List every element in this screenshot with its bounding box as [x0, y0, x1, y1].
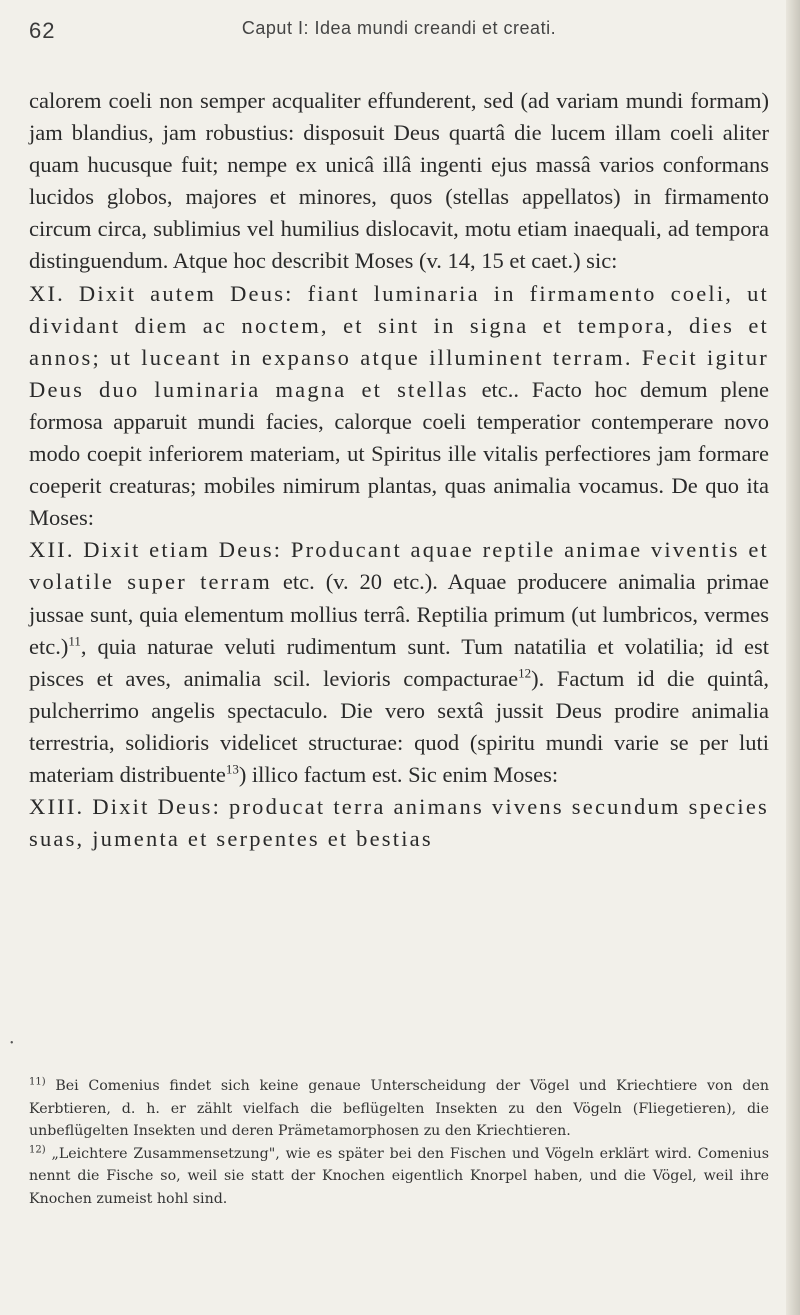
paragraph-3-text-a: etc. (v. 20 etc.). Aquae producere animalia primae jussae sunt, quia elementum mollius terrâ. Reptilia primum (ut lumbricos, vermes etc.): [29, 569, 769, 659]
footnote-ref-12[interactable]: 12: [518, 665, 532, 681]
paragraph-2: [29, 278, 769, 535]
paragraph-3-text-b: , quia naturae veluti rudimentum sunt. Tum natatilia et volatilia; id est pisces et aves, animalia scil. levioris compacturae: [29, 633, 769, 691]
page-header: [29, 14, 769, 52]
footnote-12: [29, 1143, 769, 1211]
running-head: Caput I: Idea mundi creandi et creati.: [241, 18, 557, 38]
scripture-quote-xii: XII. Dixit etiam Deus: Producant aquae reptile animae viventis et volatile super terram: [29, 537, 769, 595]
margin-dot: •: [10, 1038, 14, 1049]
paragraph-3: [29, 534, 769, 791]
footnote-11-text: Bei Comenius findet sich keine genaue Unterscheidung der Vögel und Kriechtiere von den Kerbtieren, d. h. er zählt vielfach die beflügelten Insekten zu den Vögeln (Fliegetieren), die unbeflügelten Insekten und deren Prämetamorphosen zu den Kriechtieren.: [29, 1078, 769, 1139]
footnote-ref-13[interactable]: 13: [225, 761, 239, 777]
footnote-12-number: 12): [29, 1143, 46, 1155]
footnote-ref-11[interactable]: 11: [68, 633, 81, 649]
paragraph-1: calorem coeli non semper acqualiter effunderent, sed (ad variam mundi formam) jam blandius, jam robustius: disposuit Deus quartâ die lucem illam coeli aliter quam hucusque fuit; nempe ex unicâ illâ ingenti ejus massâ varios conformans lucidos globos, majores et minores, quos (stellas appellatos) in firmamento circum circa, sublimius vel humilius dislocavit, motu etiam inaequali, ad tempora distinguendum. Atque hoc describit Moses (v. 14, 15 et caet.) sic:: [29, 88, 769, 274]
paragraph-2-text: etc.. Facto hoc demum plene formosa apparuit mundi facies, calorque coeli temperatior contemperare novo modo coepit inferiorem materiam, ut Spiritus ille vitalis perfectiores jam formare coeperit creaturas; mobiles nimirum plantas, quas animalia vocamus. De quo ita Moses:: [29, 376, 769, 531]
scripture-quote-xi: XI. Dixit autem Deus: fiant luminaria in firmamento coeli, ut dividant diem ac noctem, et sint in signa et tempora, dies et annos; ut luceant in expanso atque illuminent terram. Fecit igitur Deus duo luminaria magna et stellas: [29, 280, 769, 402]
paragraph-3-text-d: ) illico factum est. Sic enim Moses:: [238, 761, 559, 787]
paragraph-3-text-c: ). Factum id die quintâ, pulcherrimo angelis spectaculo. Die vero sextâ jussit Deus prodire animalia terrestria, solidioris videlicet structurae: quod (spiritu mundi varie se per luti materiam distribuente: [29, 665, 769, 787]
page-edge-shadow: [786, 0, 800, 1315]
page-number: 62: [29, 18, 56, 43]
paragraph-4: [29, 791, 769, 855]
scripture-quote-xiii: XIII. Dixit Deus: producat terra animans vivens secundum species suas, jumenta et serpentes et bestias: [29, 794, 769, 852]
footnote-12-text: „Leichtere Zusammensetzung", wie es später bei den Fischen und Vögeln erklärt wird. Comenius nennt die Fische so, weil sie statt der Knochen eigentlich Knorpel haben, und die Vögel, weil ihre Knochen zumeist hohl sind.: [29, 1145, 769, 1207]
footnote-11-number: 11): [29, 1076, 46, 1088]
footnote-11: [29, 1075, 769, 1143]
footnotes: [29, 1075, 769, 1210]
main-text: [29, 85, 769, 855]
